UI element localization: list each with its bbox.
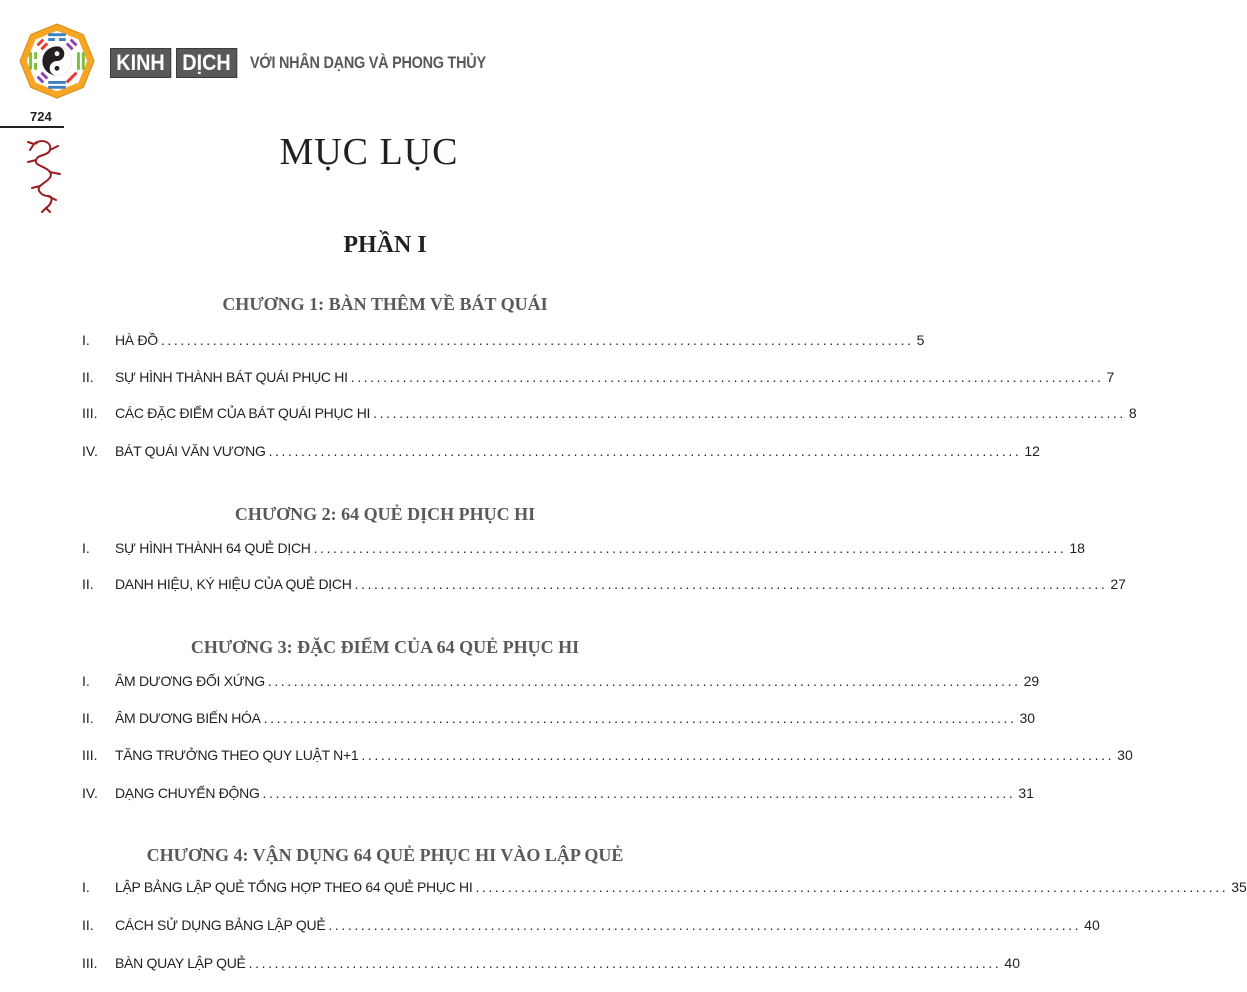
entry-text: CÁCH SỬ DỤNG BẢNG LẬP QUẺ [115,917,326,933]
leader-dots: .................................................................................................................... [248,955,1002,971]
chapter-1-title: CHƯƠNG 1: BÀN THÊM VỀ BÁT QUÁI [222,294,548,314]
book-header [16,22,716,102]
entry-number: III. [82,747,98,763]
entry-page: 35 [1231,879,1247,895]
entry-text: ÂM DƯƠNG ĐỐI XỨNG [115,673,265,689]
entry-number: I. [82,879,90,895]
book-brand [110,48,527,78]
toc-entry[interactable] [82,710,1036,730]
toc-entry[interactable] [82,443,1040,463]
brand-word-1: KINH [110,48,171,78]
toc-entry[interactable] [82,540,1085,560]
entry-page: 40 [1004,955,1020,971]
leader-dots: .................................................................................................................... [350,369,1104,385]
entry-text: LẬP BẢNG LẬP QUẺ TỔNG HỢP THEO 64 QUẺ PHỤC HI [115,879,473,895]
entry-number: IV. [82,785,98,801]
entry-text: CÁC ĐẶC ĐIỂM CỦA BÁT QUÁI PHỤC HI [115,405,371,421]
toc-entry[interactable] [82,576,1126,596]
chapter-2-title: CHƯƠNG 2: 64 QUẺ DỊCH PHỤC HI [234,504,536,524]
brand-word-2: DỊCH [176,48,237,78]
chapter-4-title: CHƯƠNG 4: VẬN DỤNG 64 QUẺ PHỤC HI VÀO LẬP QUẺ [146,845,624,865]
entry-text: BÁT QUÁI VĂN VƯƠNG [115,443,266,459]
entry-text: SỰ HÌNH THÀNH BÁT QUÁI PHỤC HI [115,369,348,385]
entry-page: 7 [1106,369,1115,385]
leader-dots: .................................................................................................................... [160,332,914,348]
entry-page: 12 [1024,443,1040,459]
entry-number: IV. [82,443,98,459]
leader-dots: .................................................................................................................... [361,747,1115,763]
entry-number: III. [82,955,98,971]
entry-number: II. [82,710,94,726]
leader-dots: .................................................................................................................... [268,443,1022,459]
entry-number: II. [82,576,94,592]
leader-dots: .................................................................................................................... [267,673,1021,689]
entry-number: II. [82,369,94,385]
leader-dots: .................................................................................................................... [328,917,1082,933]
entry-number: I. [82,540,90,556]
entry-number: I. [82,673,90,689]
part-heading: PHẦN I [343,232,427,258]
entry-page: 5 [916,332,925,348]
entry-page: 27 [1110,576,1126,592]
toc-entry[interactable] [82,405,1137,425]
entry-page: 30 [1019,710,1036,726]
entry-page: 30 [1117,747,1133,763]
entry-text: HÀ ĐỒ [115,332,158,348]
toc-entry[interactable] [82,917,1100,937]
leader-dots: .................................................................................................................... [354,576,1108,592]
entry-number: III. [82,405,98,421]
leader-dots: .................................................................................................................... [262,785,1016,801]
toc-entry[interactable] [82,785,1034,805]
entry-page: 8 [1128,405,1137,421]
toc-entry[interactable] [82,879,1247,899]
entry-page: 29 [1023,673,1040,689]
entry-text: DANH HIỆU, KÝ HIỆU CỦA QUẺ DỊCH [115,576,352,592]
page-number: 724 [30,109,52,124]
leader-dots: .................................................................................................................... [313,540,1067,556]
page-number-rule [0,126,64,128]
toc-entry[interactable] [82,369,1115,389]
toc-entry[interactable] [82,673,1040,693]
entry-page: 18 [1069,540,1085,556]
toc-entry[interactable] [82,747,1133,767]
page-title: MỤC LỤC [279,131,459,173]
entry-number: II. [82,917,94,933]
toc-entry[interactable] [82,332,925,352]
brand-subtitle: VỚI NHÂN DẠNG VÀ PHONG THỦY [249,53,486,72]
leader-dots: .................................................................................................................... [373,405,1126,421]
entry-page: 40 [1084,917,1100,933]
chapter-3-title: CHƯƠNG 3: ĐẶC ĐIỂM CỦA 64 QUẺ PHỤC HI [190,637,580,657]
entry-text: TĂNG TRƯỞNG THEO QUY LUẬT N+1 [115,747,359,763]
entry-number: I. [82,332,90,348]
entry-text: ÂM DƯƠNG BIẾN HÓA [115,710,261,726]
leader-dots: .................................................................................................................... [263,710,1017,726]
entry-page: 31 [1018,785,1034,801]
entry-text: BÀN QUAY LẬP QUẺ [115,955,246,971]
entry-text: DẠNG CHUYỂN ĐỘNG [115,785,260,801]
leader-dots: .................................................................................................................... [475,879,1229,895]
entry-text: SỰ HÌNH THÀNH 64 QUẺ DỊCH [115,540,311,556]
bagua-logo-icon [18,22,96,100]
toc-entry[interactable] [82,955,1020,975]
